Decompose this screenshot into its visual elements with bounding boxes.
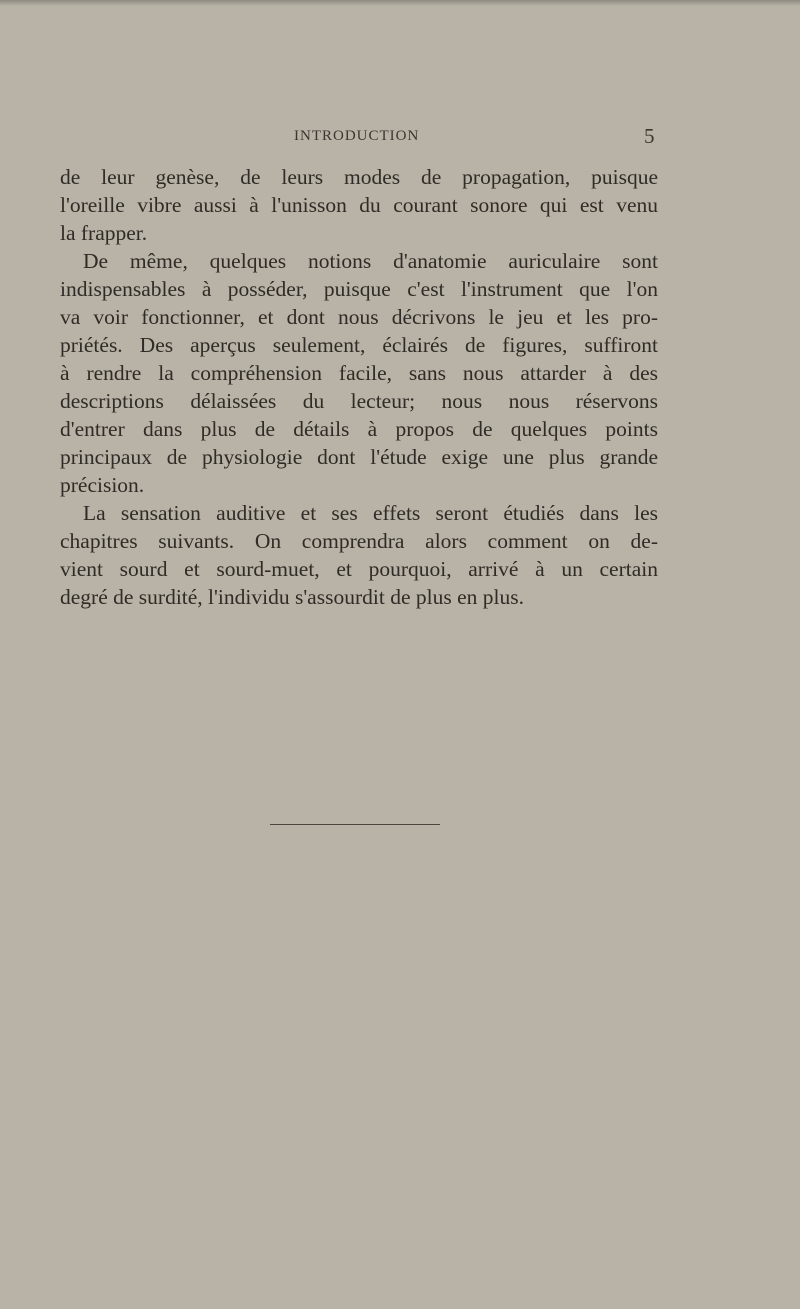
text-line: priétés. Des aperçus seulement, éclairés de figures, suffiront bbox=[60, 333, 658, 357]
text-line: La sensation auditive et ses effets seront étudiés dans les bbox=[83, 501, 658, 525]
page-number: 5 bbox=[644, 124, 655, 148]
text-line: précision. bbox=[60, 473, 145, 497]
running-title: INTRODUCTION bbox=[294, 128, 420, 144]
text-line: chapitres suivants. On comprendra alors comment on de- bbox=[60, 529, 658, 553]
text-line: De même, quelques notions d'anatomie auriculaire sont bbox=[83, 249, 658, 273]
text-line: à rendre la compréhension facile, sans nous attarder à des bbox=[60, 361, 658, 385]
text-line: degré de surdité, l'individu s'assourdit de plus en plus. bbox=[60, 585, 524, 609]
section-divider bbox=[270, 824, 440, 825]
text-line: indispensables à posséder, puisque c'est l'instrument que l'on bbox=[60, 277, 658, 301]
text-line: descriptions délaissées du lecteur; nous nous réservons bbox=[60, 389, 658, 413]
text-line: va voir fonctionner, et dont nous décrivons le jeu et les pro- bbox=[60, 305, 658, 329]
body-text bbox=[60, 163, 658, 611]
text-line: l'oreille vibre aussi à l'unisson du courant sonore qui est venu bbox=[60, 193, 658, 217]
text-line: principaux de physiologie dont l'étude exige une plus grande bbox=[60, 445, 658, 469]
text-line: d'entrer dans plus de détails à propos de quelques points bbox=[60, 417, 658, 441]
text-line: vient sourd et sourd-muet, et pourquoi, arrivé à un certain bbox=[60, 557, 658, 581]
text-line: la frapper. bbox=[60, 221, 148, 245]
running-head bbox=[0, 124, 800, 152]
text-line: de leur genèse, de leurs modes de propagation, puisque bbox=[60, 165, 658, 189]
page-top-edge bbox=[0, 0, 800, 6]
